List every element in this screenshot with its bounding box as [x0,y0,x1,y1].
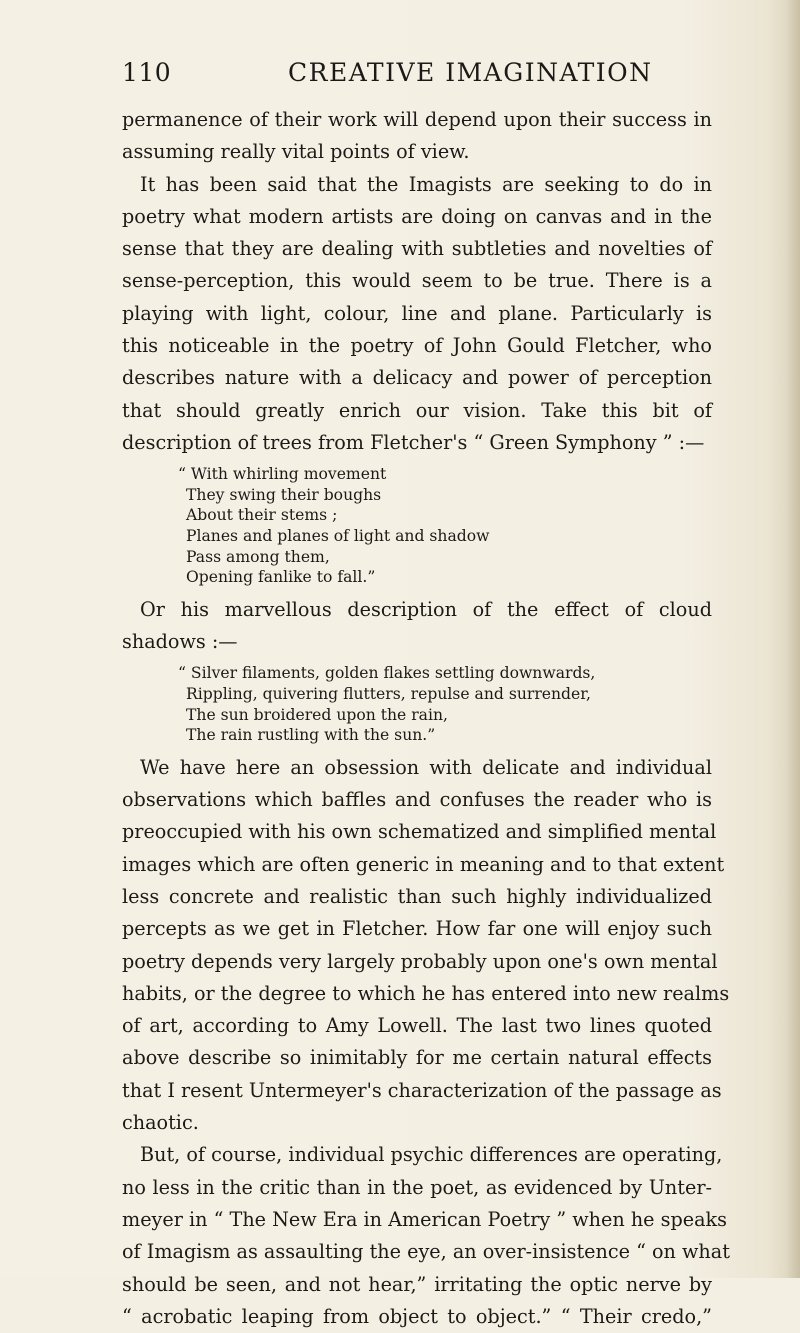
verse-quote-1 [122,464,712,588]
text-line: less concrete and realistic than such highly individualized [122,884,712,908]
text-line: shadows :— [122,630,238,654]
paragraph-2 [122,169,712,460]
text-line: this noticeable in the poetry of John Gould Fletcher, who [122,334,712,358]
verse-line: Pass among them, [186,547,330,566]
text-line: “ acrobatic leaping from object to object.” “ Their credo,” [122,1304,712,1328]
text-line: should be seen, and not hear,” irritating the optic nerve by [122,1272,712,1296]
text-line: images which are often generic in meaning and to that extent [122,852,725,876]
text-line: description of trees from Fletcher's “ Green Symphony ” :— [122,430,705,454]
text-line: habits, or the degree to which he has entered into new realms [122,981,730,1005]
verse-line: Rippling, quivering flutters, repulse and surrender, [186,685,591,704]
text-line: no less in the critic than in the poet, as evidenced by Unter- [122,1175,712,1199]
text-line: preoccupied with his own schematized and simplified mental [122,820,717,844]
text-line: assuming really vital points of view. [122,140,470,164]
text-line: observations which baffles and confuses the reader who is [122,788,712,812]
text-line: of Imagism as assaulting the eye, an over-insistence “ on what [122,1240,730,1264]
verse-line: The sun broidered upon the rain, [186,705,448,724]
running-title: CREATIVE IMAGINATION [288,58,653,87]
verse-line: About their stems ; [186,506,338,525]
text-line: that I resent Untermeyer's characterization of the passage as [122,1078,722,1102]
text-line: sense that they are dealing with subtleties and novelties of [122,237,712,261]
verse-line: “ With whirling movement [178,465,387,484]
page-edge-shadow [786,0,800,1278]
paragraph-3 [122,594,712,659]
text-line: playing with light, colour, line and plane. Particularly is [122,301,712,325]
text-line: poetry depends very largely probably upon one's own mental [122,949,718,973]
paragraph-5 [122,1139,730,1333]
page-number: 110 [122,58,172,87]
text-line: of art, according to Amy Lowell. The last two lines quoted [122,1014,712,1038]
text-line: that should greatly enrich our vision. Take this bit of [122,398,712,422]
text-line: above describe so inimitably for me certain natural effects [122,1046,712,1070]
text-line: describes nature with a delicacy and power of perception [122,366,712,390]
text-line: permanence of their work will depend upon their success in [122,108,712,131]
page-header [122,58,712,98]
paragraph-4 [122,752,730,1140]
text-line: It has been said that the Imagists are seeking to do in [140,172,712,196]
text-line: But, of course, individual psychic differences are operating, [140,1143,723,1167]
paragraph-1 [122,104,712,169]
text-line: meyer in “ The New Era in American Poetry ” when he speaks [122,1207,728,1231]
text-line: We have here an obsession with delicate and individual [140,755,712,779]
verse-line: “ Silver filaments, golden flakes settling downwards, [178,664,596,683]
text-line: sense-perception, this would seem to be true. There is a [122,269,712,293]
verse-line: They swing their boughs [186,485,382,504]
text-line: poetry what modern artists are doing on canvas and in the [122,204,712,228]
text-line: percepts as we get in Fletcher. How far one will enjoy such [122,917,712,941]
text-line: chaotic. [122,1111,199,1135]
verse-line: Opening fanlike to fall.” [186,568,376,587]
verse-quote-2 [122,663,712,745]
verse-line: Planes and planes of light and shadow [186,527,490,546]
page-body [122,104,730,1333]
text-line: Or his marvellous description of the effect of cloud [140,597,712,621]
verse-line: The rain rustling with the sun.” [186,726,436,745]
